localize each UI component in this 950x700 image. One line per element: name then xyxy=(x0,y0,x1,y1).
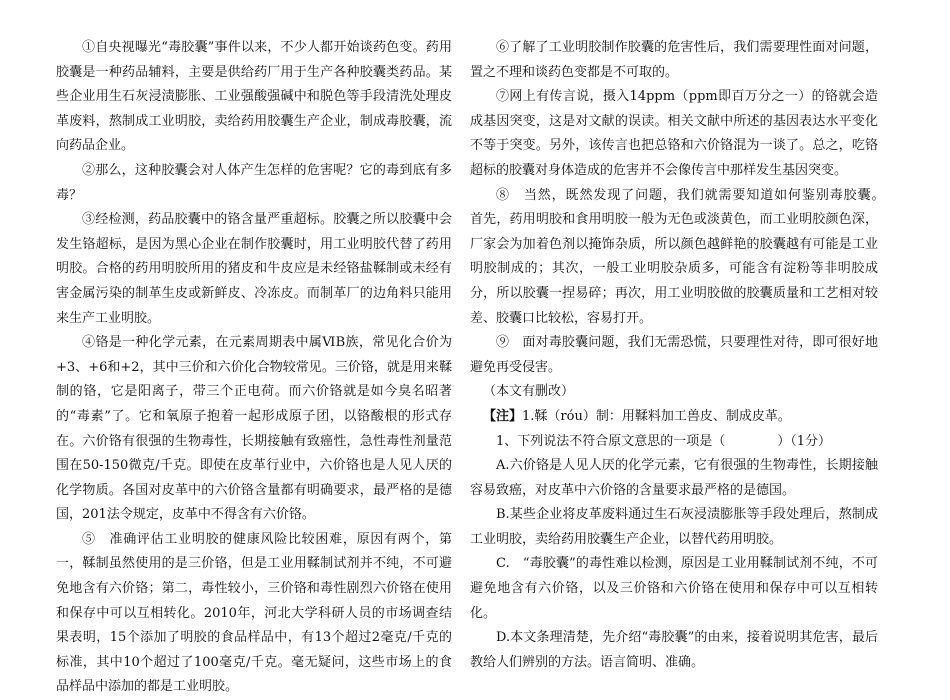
option-c: C. “毒胶囊”的毒性难以检测，原因是工业用鞣制试剂不纯，不可避免地含有六价铬，以及三价铬和六价铬在使用和保存中可以互相转化。 xyxy=(470,556,878,621)
paragraph-3: ③经检测，药品胶囊中的铬含量严重超标。胶囊之所以胶囊中会发生铬超标，是因为黑心企业在制作胶囊时，用工业明胶代替了药用明胶。合格的药用明胶所用的猪皮和牛皮应是未经铬盐鞣制或未经有害金属污染的制革生皮或新鲜皮、冷冻皮。而制革厂的边角料只能用来生产工业明胶。 xyxy=(56,212,452,326)
paragraph-9: ⑨ 面对毒胶囊问题，我们无需恐慌，只要理性对待，即可很好地避免再受侵害。 xyxy=(470,335,878,375)
paragraph-1: ①自央视曝光“毒胶囊”事件以来，不少人都开始谈药色变。药用胶囊是一种药品辅料，主要是供给药厂用于生产各种胶囊类药品。某些企业用生石灰浸渍膨胀、工业强酸强碱中和脱色等手段清洗处理皮革废料，熬制成工业明胶，卖给药用胶囊生产企业，制成毒胶囊，流向药品企业。 xyxy=(56,40,452,154)
footnote-label: 【注】 xyxy=(483,408,523,424)
paragraph-4: ④铬是一种化学元素，在元素周期表中属ⅥB族，常见化合价为+3、+6和+2，其中三价和六价化合物较常见。三价铬，就是用来鞣制的铬，它是阳离子，带三个正电荷。而六价铬就是如今臭名昭著的“毒素”了。它和氧原子抱着一起形成原子团，以铬酸根的形式存在。六价铬有很强的生物毒性，长期接触有致癌性，急性毒性剂量范围在50-150微克/千克。即使在皮革行业中，六价铬也是人见人厌的化学物质。各国对皮革中的六价铬含量都有明确要求，最严格的是德国，201法令规定，皮革中不得含有六价铬。 xyxy=(56,335,452,523)
footnote-text: 1.鞣（róu）制：用鞣料加工兽皮、制成皮革。 xyxy=(522,408,791,424)
paragraph-5: ⑤ 准确评估工业明胶的健康风险比较困难，原因有两个，第一，鞣制虽然使用的是三价铬，但是工业用鞣制试剂并不纯，不可避免地含有六价铬；第二，毒性较小，三价铬和毒性剧烈六价铬在使用和保存中可以互相转化。2010年，河北大学科研人员的市场调查结果表明，15个添加了明胶的食品样品中，有13个超过2毫克/千克的标准，其中10个超过了100毫克/千克。毫无疑问，这些市场上的食品样品中添加的都是工业明胶。 xyxy=(56,531,452,695)
paragraph-2: ②那么，这种胶囊会对人体产生怎样的危害呢？它的毒到底有多毒？ xyxy=(56,162,452,203)
paragraph-6: ⑥了解了工业明胶制作胶囊的危害性后，我们需要理性面对问题，置之不理和谈药色变都是不可取的。 xyxy=(470,40,878,80)
paragraph-8: ⑧ 当然，既然发现了问题，我们就需要知道如何鉴别毒胶囊。 首先，药用明胶和食用明胶一般为无色或淡黄色，而工业明胶颜色深，厂家会为加着色剂以掩饰杂质，所以颜色越鲜艳的胶囊越有可能是工业明胶制成的；其次，一般工业明胶杂质多，可能含有淀粉等非明胶成分，所以胶囊一捏易碎；再次，用工业明胶做的胶囊质量和工艺相对较差、胶囊口比较松，容易打开。 xyxy=(470,187,892,326)
deletion-note: （本文有删改） xyxy=(483,384,575,400)
option-b: B.某些企业将皮革废料通过生石灰浸渍膨胀等手段处理后，熬制成工业明胶，卖给药用胶囊生产企业，以替代药用明胶。 xyxy=(470,507,878,547)
right-column xyxy=(470,36,892,675)
option-a: A.六价铬是人见人厌的化学元素，它有很强的生物毒性，长期接触容易致癌，对皮革中六价铬的含量要求最严格的是德国。 xyxy=(470,458,878,498)
paragraph-7: ⑦网上有传言说，摄入14ppm（ppm即百万分之一）的铬就会造成基因突变，这是对文献的误读。相关文献中所述的基因表达水平变化不等于突变。另外，该传言也把总铬和六价铬混为一谈了。总之，吃铬超标的胶囊对身体造成的危害并不会像传言中那样发生基因突变。 xyxy=(470,89,878,178)
footnote xyxy=(470,405,878,430)
left-column xyxy=(56,36,452,700)
option-d: D.本文条理清楚，先介绍“毒胶囊”的由来，接着说明其危害，最后教给人们辨别的方法。语言简明、准确。 xyxy=(470,630,878,670)
question-stem: 1、下列说法不符合原文意思的一项是（ ）（1分） xyxy=(496,433,832,449)
